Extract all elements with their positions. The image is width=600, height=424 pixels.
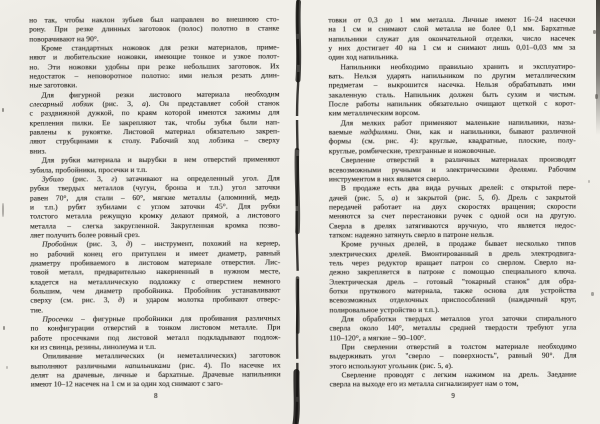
binding-shadow [288,0,308,424]
page-number-right: 9 [451,391,455,401]
paragraph [30,173,280,239]
text-line: няют и любительские ножовки, имеющие тонкое и узкое полот- [29,51,280,62]
text-line: Сверление проводят с легким нажимом на дрель. Заедание [341,369,577,380]
text-line: недостаток – неповоротное полотно: ими нельзя резать длин- [29,70,280,81]
text-line: дачей (рис. 5, а) и закрытой (рис. 5, б). Дрель с закрытой [328,192,576,202]
text-line: Для обработки твердых металлов угол заточки спирального [341,313,577,324]
scan-speck [595,94,598,99]
text-line: поворачивают на 90°. [29,33,99,44]
text-line: товки от 0,3 до 1 мм металла. Личные имеют 16–24 насечки [328,14,576,25]
text-line: ботки пруткового материала, также основа для устройства [329,285,577,296]
text-line: ваемые надфилями. Они, как и напильники, бывают различной [328,126,576,137]
text-line: выполняют различными напильниками (рис. 4). По насечке их [30,360,281,371]
text-line: Для рубки материала и вырубки в нем отверстий применяют [41,154,280,165]
text-line: Кроме ручных дрелей, в продаже бывает несколько типов [341,238,577,249]
text-line: всевозможными ручными и электрическими дрелями. Рабочим [328,164,576,174]
text-line: тие. [30,305,44,315]
scan-speck [591,292,594,296]
right-page [328,15,576,416]
text-line: При сверлении отверстий в толстом материале необходимо [341,341,577,352]
text-line: дежно закрепляется в патроне с помощью специального ключа. [329,266,577,277]
paragraph [328,15,575,63]
text-line: но. Эти ножовки удобны при резке небольших заготовок. Их [29,61,280,72]
text-line: ки из свинца, резины, линолеума и т.п. [30,342,157,352]
text-line: большим, чем диаметр пробойника. Пробойник устанавливают [30,285,281,296]
text-line: После работы напильник обязательно очищают щеткой с корот- [328,98,576,109]
scan-edge-shadow [596,0,600,135]
scan-speck [2,108,4,112]
scan-speck [2,203,4,217]
text-line: крепления пилки. Ее закрепляют так, чтобы зубья были нап- [29,117,280,128]
left-page-text [29,14,281,389]
paragraph [30,313,280,351]
text-line: В продаже есть два вида ручных дрелей: с открытой пере- [340,182,576,193]
scan-speck [593,30,596,34]
text-line: 110–120°, а мягкие – 90–100°. [329,332,426,343]
text-line: меняются за счет перестановки ручек с одной оси на другую. [328,210,577,221]
left-page [29,14,281,415]
text-line: Электрическая дрель – готовый "токарный станок" для обра- [329,276,577,287]
text-line: ляют струбцинами к столу. Рабочий ход лобзика – сверху [29,135,280,147]
text-line: формы (см. рис. 4): круглые, квадратные, плоские, полу- [328,136,576,146]
text-line: равлены к рукоятке. Листовой материал обязательно закреп- [29,126,280,137]
text-line: зубила, пробойники, просечки и т.п. [29,164,148,175]
text-line: Зубило (рис. 3, г) затачивают на определенный угол. Для [41,173,280,184]
text-line: сверху (см. рис. 3, д) и ударом молотка пробивают отверс- [30,294,281,305]
scan-speck [3,326,5,330]
text-line: Напильники необходимо правильно хранить и эксплуатиро- [340,61,576,72]
text-line: татком: надежно затянуть сверло в патроне нельзя. [329,229,494,240]
text-line: у них достигает 40 на 1 см и снимают лишь 0,01–0,03 мм за [328,42,576,53]
text-line: имеют 10–12 насечек на 1 см и за один ход снимают с заго- [30,379,223,389]
paragraph [329,342,576,371]
text-line: равен 70°, для стали – 60°, мягкие металлы (алюминий, медь [29,191,280,203]
text-line: с раздвижной дужкой, по краям которой имеются зажимы для [29,107,280,118]
paragraph [329,183,576,240]
text-line: Сверла в дрелях затягиваются вручную, что является недос- [329,220,577,230]
text-line: кладется на металлическую подложку с отверстием немного [30,276,281,287]
paragraph [330,370,577,390]
text-line: Сверление отверстий в различных материалах производят [340,154,576,165]
text-line: выдерживать угол "сверло – поверхность", равный 90°. Для [329,350,577,361]
text-line: этого используют угольник (рис. 5, в). [329,360,453,371]
text-line: работе просечками под листовой металл подкладывают подлож- [30,332,281,343]
text-line: ким металлическим ворсом. [328,108,420,118]
text-line: сверла около 140°, металлы средней твердости требуют угла [329,322,577,333]
text-line: рону. При резке длинных заготовок (полос) полотно в станке [29,23,280,34]
paragraph [31,351,281,389]
paragraph [329,117,576,155]
text-line: сверла на выходе его из металла сигнализирует нам о том, [329,379,519,389]
text-line: вниз. [29,146,47,156]
text-line: диаметру пробиваемого в листовом материале отверстия. Лис- [30,257,281,268]
paragraph [30,239,280,315]
text-line: напильники служат для окончательной отделки, число насечек [328,33,576,44]
scan-speck [6,366,8,369]
text-line: металла – слегка закругленной. Закругленная кромка позво- [30,220,281,231]
paragraph [329,239,576,315]
text-line: вать. Нельзя ударять напильником по другим металлическим [328,70,576,81]
text-line: передачей работает на двух скоростях вращения; скорости [328,201,576,212]
text-line: инструментом в них является сверло. [328,173,450,184]
paragraph [329,314,576,343]
text-line: по конфигурации отверстий в тонком листовом металле. При [30,322,281,333]
text-line: тель через редуктор вращает патрон со сверлом. Сверло на- [329,257,577,268]
text-line: Для мелких работ применяют маленькие напильники, назы- [340,117,576,128]
text-line: ляет получить более ровный срез. [30,229,140,240]
text-line: ные заготовки. [29,80,78,90]
text-line: делят на драчевые, личные и бархатные. Драчевые напильники [30,369,281,380]
right-page-text [328,15,576,390]
text-line: Для фигурной резки листового материала необходим [41,89,280,100]
paragraph [29,42,279,90]
text-line: закаленную сталь. Напильник должен быть сухим и чистым. [328,89,576,100]
text-line: толстого металла режущую кромку делают прямой, а листового [29,210,281,221]
text-line: Просечки – фигурные пробойники для пробивания различных [42,313,281,324]
text-line: Пробойник (рис. 3, д) – инструмент, похожий на кернер, [42,238,281,249]
text-line: электрических дрелей. Вмонтированный в дрель электродвига- [329,248,577,259]
text-line: круглые, ромбические, трехгранные и ножовочные. [328,145,496,156]
text-line: и т.п.) рубят зубилами с углом заточки 45°. Для рубки [29,201,280,212]
text-line: слесарный лобзик (рис. 3, а). Он представляет собой станок [29,98,280,109]
text-line: всевозможных отделочных приспособлений (наждачный круг, [329,294,577,305]
scan-speck [588,180,590,183]
text-line: рубки твердых металлов (чугун, бронза и т.п.) угол заточки [29,182,280,193]
paragraph [30,155,280,175]
paragraph [29,14,279,43]
text-line: но рабочий конец его притуплен и имеет диаметр, равный [30,248,281,259]
text-line: на 1 см и снимают слой металла не более 0,1 мм. Бархатные [328,23,576,34]
text-line: Кроме стандартных ножовок для резки материалов, приме- [41,42,280,53]
page-number-left: 8 [154,391,158,401]
paragraph [29,89,279,155]
text-line: но так, чтобы наклон зубьев был направлен во внешнюю сто- [29,14,280,25]
paragraph [329,155,576,184]
text-line: товой металл, предварительно накерненный в нужном месте, [30,266,281,277]
text-line: Опиливание металлических (и неметаллических) заготовок [42,350,281,361]
paragraph [328,61,575,118]
text-line: полировальное устройство и т.п.). [329,304,440,315]
text-line: предметам – выкрошится насечка. Нельзя обрабатывать ими [328,79,576,90]
text-line: один ход напильника. [328,52,399,62]
